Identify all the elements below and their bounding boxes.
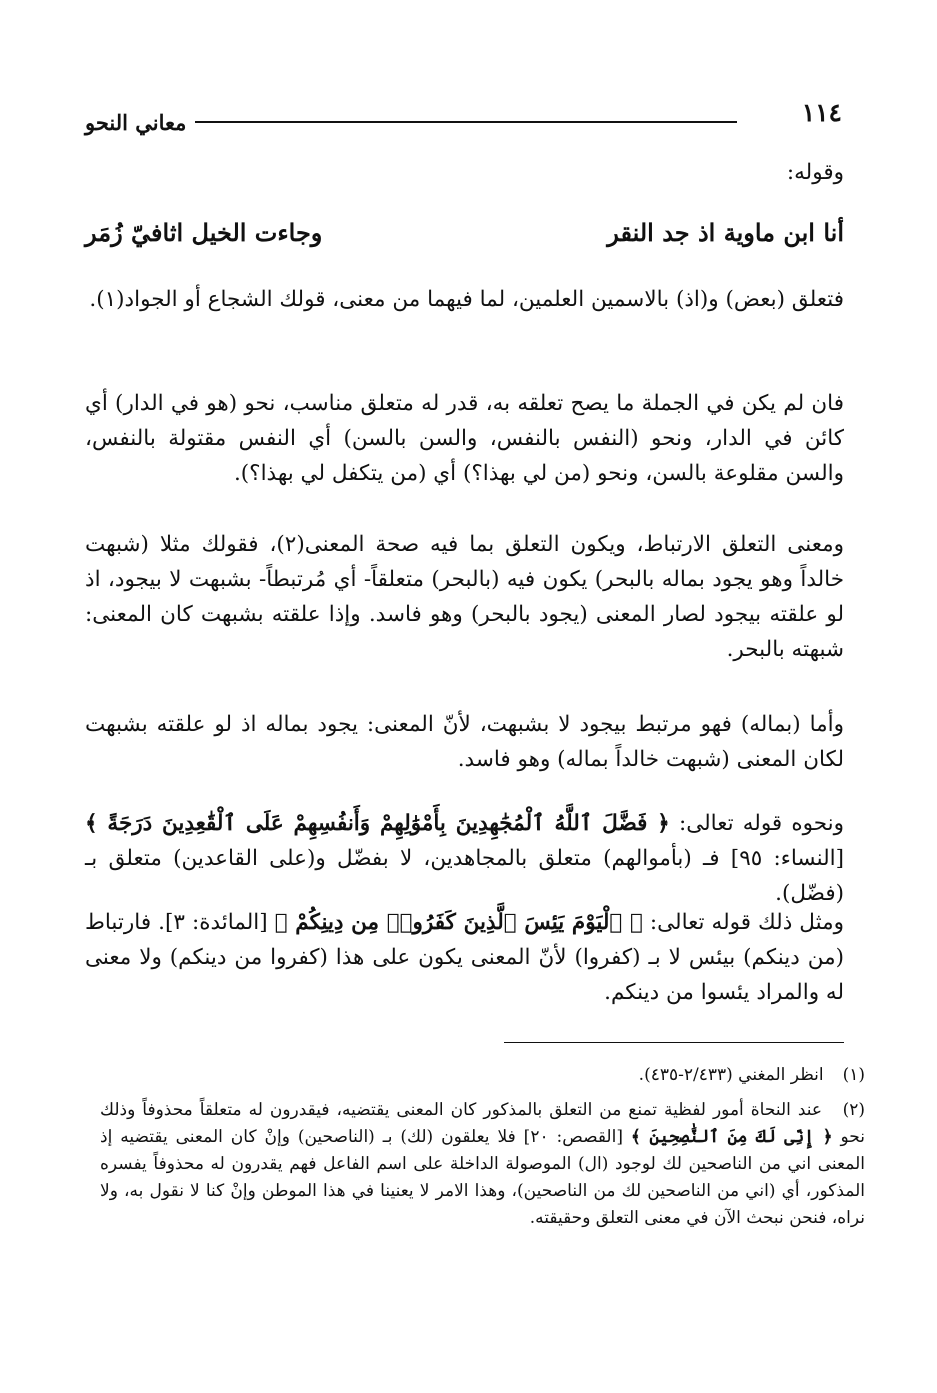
footnote-text <box>100 1100 865 1228</box>
intro-text: وقوله: <box>786 160 844 185</box>
paragraph-2 <box>85 386 844 491</box>
footnote-text: انظر المغني (٢/٤٣٣-٤٣٥). <box>638 1065 824 1085</box>
paragraph-text <box>85 905 844 1010</box>
header-rule <box>195 121 737 123</box>
paragraph-rest: فـ (بأموالهم) متعلق بالمجاهدين، لا بفضّل و(على القاعدين) متعلق بـ (فضّل). <box>85 846 844 906</box>
footnote-separator <box>504 1042 844 1043</box>
quran-reference: [النساء: ٩٥] <box>730 846 844 871</box>
paragraph-text: وأما (بماله) فهو مرتبط بيجود لا بشبهت، لأنّ المعنى: يجود بماله اذ لو علقته بشبهت لكان المعنى (شبهت خالداً بماله) وهو فاسد. <box>85 712 844 772</box>
paragraph-1 <box>85 282 844 317</box>
verse-left-hemistich: وجاءت الخيل اثافيّ زُمَر <box>85 218 323 247</box>
book-title: معاني النحو <box>85 110 187 135</box>
footnote-text-b: [القصص: ٢٠] فلا يعلقون (لك) بـ (الناصحين) وإنْ كان المعنى يقتضيه إذ المعنى اني من الناصحين لك لوجود (ال) الموصولة الداخلة على اسم الفاعل فهم يقدرون له محذوفاً يفسره المذكور، أي (اني من الناصحين لك من الناصحين)، وهذا الامر لا يعنينا في هذا الموطن وإنْ كنا لا نقول به، ولا نراه، فنحن نبحث الآن في معنى التعلق وحقيقته. <box>100 1127 865 1228</box>
paragraph-rest: فارتباط (من دينكم) بيئس لا بـ (كفروا) لأنّ المعنى يكون على هذا (كفروا من دينكم) ولا معنى له والمراد يئسوا من دينكم. <box>85 910 844 1005</box>
quran-reference: [المائدة: ٣]. <box>158 910 268 935</box>
page-number: ١١٤ <box>801 98 842 127</box>
quran-verse: ﴿ فَضَّلَ ٱللَّهُ ٱلْمُجَٰهِدِينَ بِأَمْوَٰلِهِمْ وَأَنفُسِهِمْ عَلَى ٱلْقَٰعِدِينَ دَرَجَةً ﴾ <box>85 811 670 836</box>
paragraph-lead: ونحوه قوله تعالى: <box>678 811 844 836</box>
paragraph-text: فان لم يكن في الجملة ما يصح تعلقه به، قدر له متعلق مناسب، نحو (هو في الدار) أي كائن في الدار، ونحو (النفس بالنفس، والسن بالسن) أي النفس مقتولة بالنفس، والسن مقلوعة بالسن، ونحو (من لي بهذا؟) أي (من يتكفل لي بهذا؟). <box>85 391 844 486</box>
intro-line <box>85 155 844 190</box>
paragraph-3 <box>85 527 844 667</box>
paragraph-lead: ومثل ذلك قوله تعالى: <box>649 910 844 935</box>
poetry-verse <box>85 218 844 268</box>
paragraph-text: فتعلق (بعض) و(اذ) بالاسمين العلمين، لما فيهما من معنى، قولك الشجاع أو الجواد(١). <box>89 287 844 312</box>
paragraph-text <box>85 806 844 911</box>
footnote-quran: ﴿ إِنِّى لَكَ مِنَ ٱلنَّٰصِحِينَ ﴾ <box>630 1127 833 1147</box>
footnote-text-a: عند النحاة أمور لفظية تمنع من التعلق بالمذكور كان المعنى يقتضيه، فيقدرون له متعلقاً محذوفاً وذلك نحو <box>100 1100 866 1147</box>
paragraph-6 <box>85 905 844 1010</box>
paragraph-5 <box>85 806 844 911</box>
verse-right-hemistich: أنا ابن ماوية اذ جد النقر <box>607 218 844 247</box>
paragraph-4 <box>85 707 844 777</box>
footnote-1 <box>100 1062 865 1089</box>
paragraph-text: ومعنى التعلق الارتباط، ويكون التعلق بما فيه صحة المعنى(٢)، فقولك مثلا (شبهت خالداً وهو يجود بماله بالبحر) يكون فيه (بالبحر) متعلقاً- أي مُرتبطاً- بشبهت لا بيجود، اذ لو علقته بيجود لصار المعنى (يجود بالبحر) وهو فاسد. وإذا علقته بشبهت كان المعنى: شبهته بالبحر. <box>85 532 844 662</box>
footnote-number: (١) <box>842 1065 865 1085</box>
quran-verse: ﴿ ٱلْيَوْمَ يَئِسَ ٱلَّذِينَ كَفَرُوا۟ مِن دِينِكُمْ ﴾ <box>274 910 643 935</box>
footnote-number: (٢) <box>842 1100 866 1120</box>
page-header <box>85 98 842 148</box>
footnote-2 <box>100 1097 865 1232</box>
